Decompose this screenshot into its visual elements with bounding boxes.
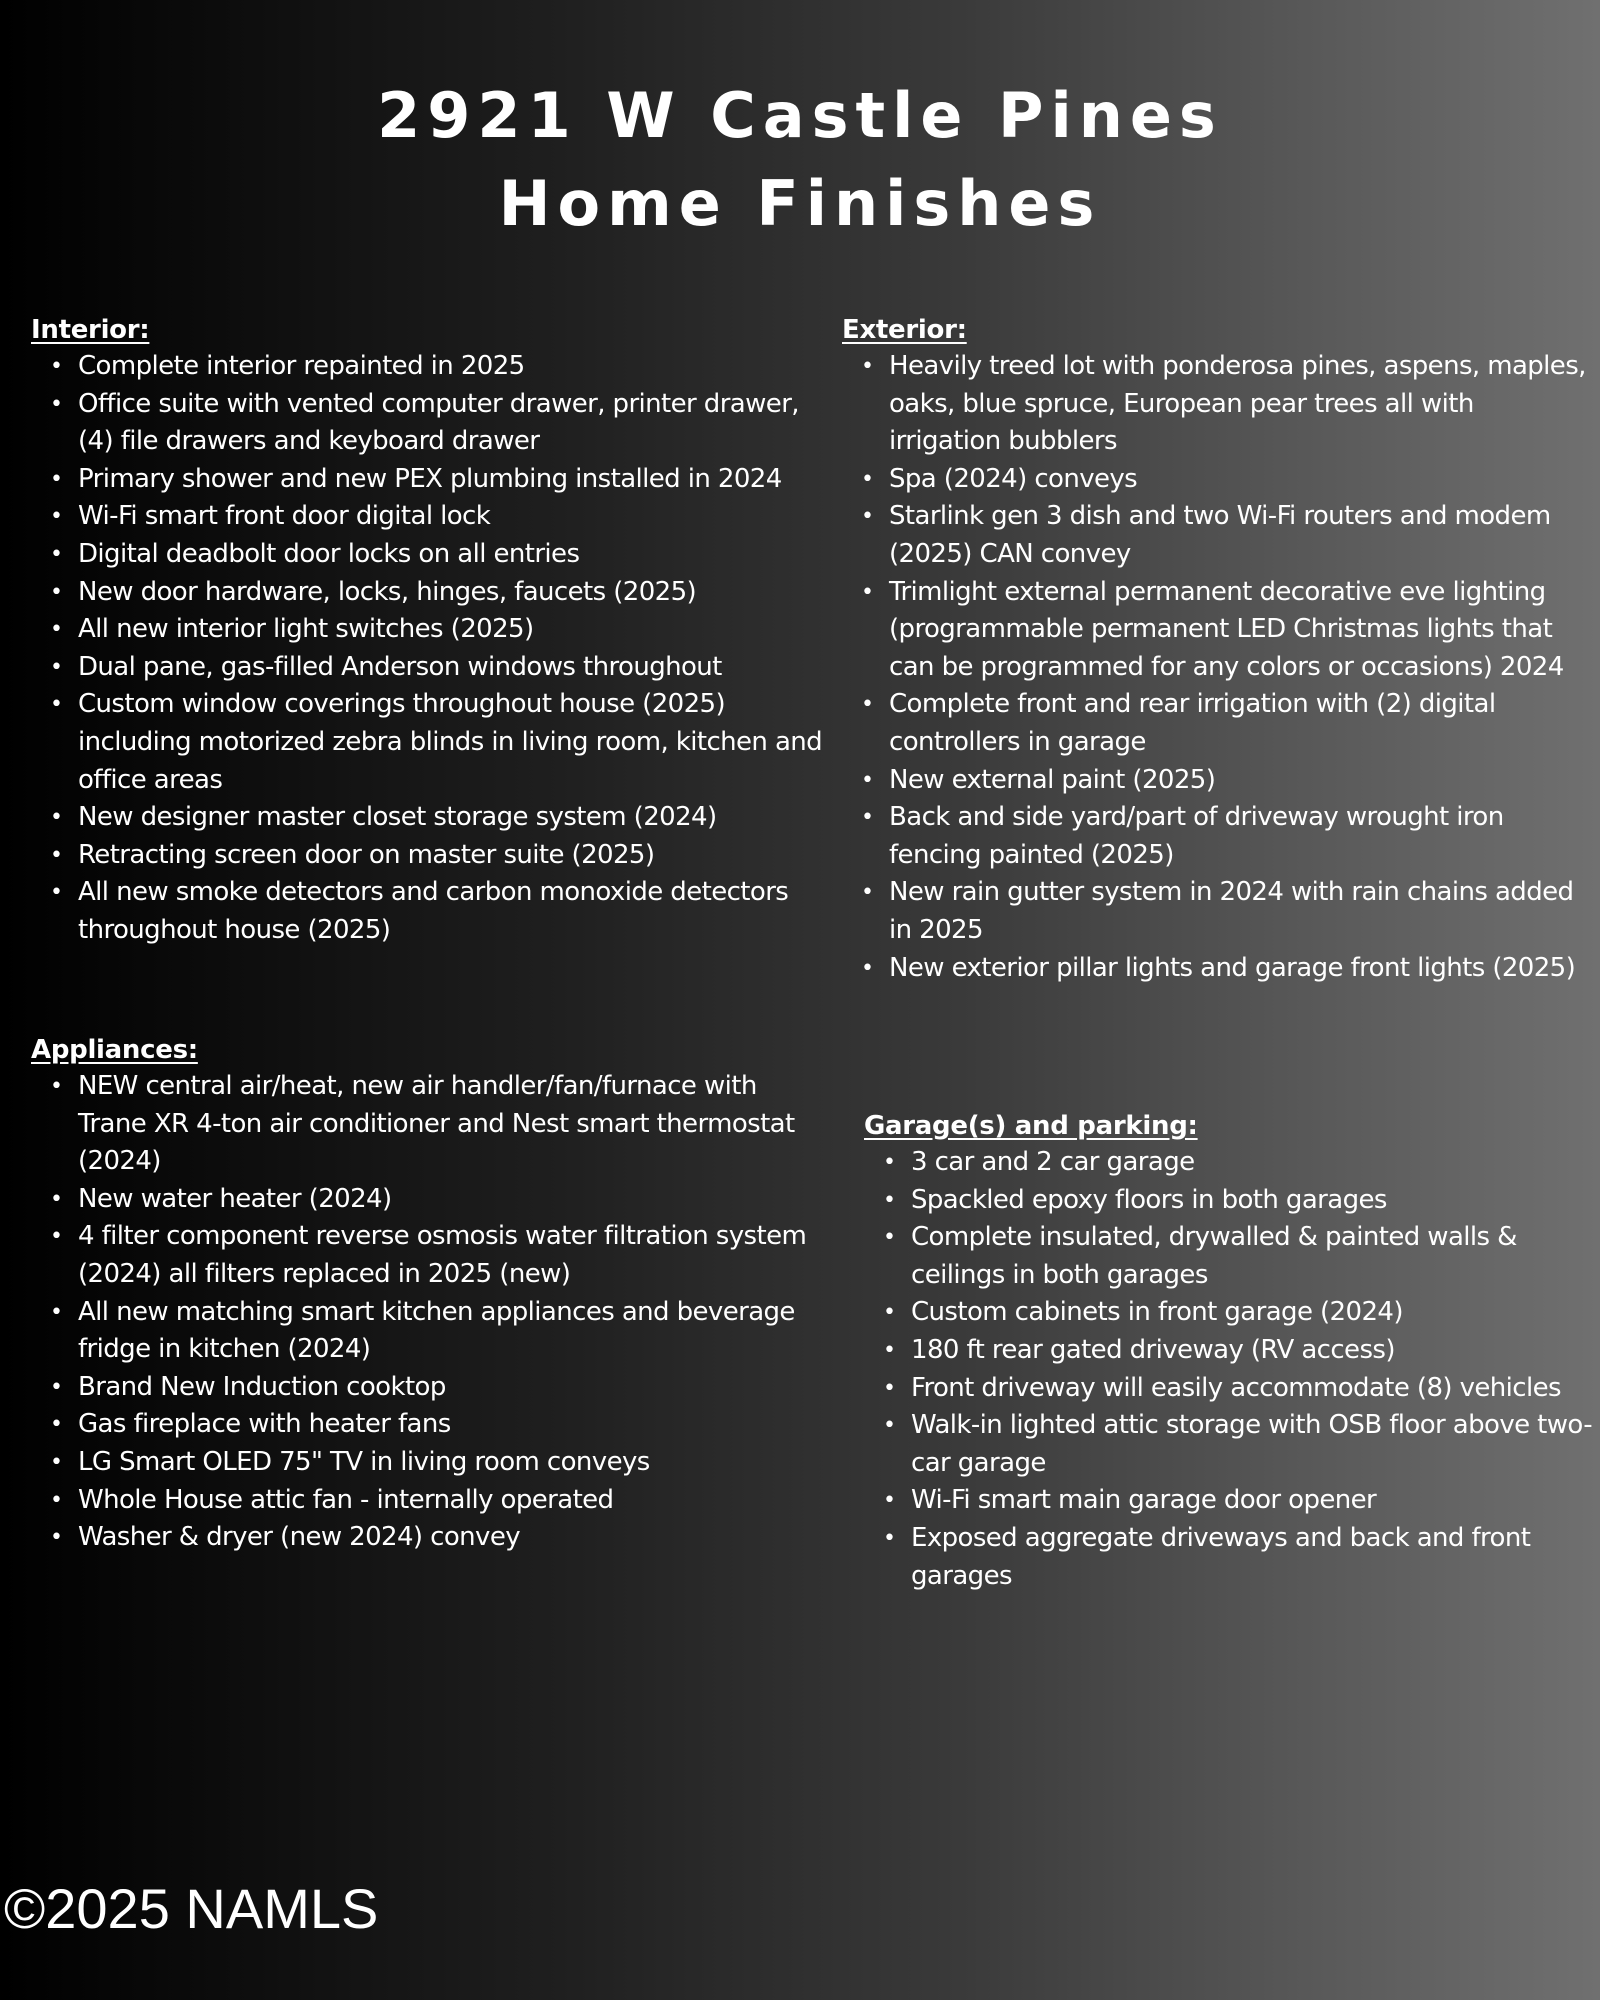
list-item: • All new matching smart kitchen appliances and beverage fridge in kitchen (2024) <box>78 1294 831 1369</box>
list-item: • Heavily treed lot with ponderosa pines, aspens, maples, oaks, blue spruce, European pear trees all with irrigation bubblers <box>889 348 1592 461</box>
list-item: • Dual pane, gas-filled Anderson windows throughout <box>78 649 831 687</box>
list-item: • 3 car and 2 car garage <box>911 1144 1599 1182</box>
list-item: • NEW central air/heat, new air handler/fan/furnace with Trane XR 4-ton air conditioner and Nest smart thermostat (2024) <box>78 1068 831 1181</box>
list-item: • Back and side yard/part of driveway wrought iron fencing painted (2025) <box>889 799 1592 874</box>
list-item: • Wi-Fi smart main garage door opener <box>911 1482 1599 1520</box>
list-item: • All new smoke detectors and carbon monoxide detectors throughout house (2025) <box>78 874 831 949</box>
list-item: • New designer master closet storage system (2024) <box>78 799 831 837</box>
list-item: • Custom window coverings throughout house (2025) including motorized zebra blinds in living room, kitchen and office areas <box>78 686 831 799</box>
copyright-notice: ©2025 NAMLS <box>4 1877 379 1940</box>
garage-section <box>864 1108 1599 1595</box>
exterior-list <box>842 348 1592 987</box>
list-item: • Primary shower and new PEX plumbing installed in 2024 <box>78 461 831 499</box>
list-item: • Complete front and rear irrigation with (2) digital controllers in garage <box>889 686 1592 761</box>
exterior-section <box>842 312 1592 987</box>
list-item: • Washer & dryer (new 2024) convey <box>78 1519 831 1557</box>
appliances-list <box>31 1068 831 1557</box>
list-item: • New rain gutter system in 2024 with rain chains added in 2025 <box>889 874 1592 949</box>
garage-list <box>864 1144 1599 1595</box>
list-item: • LG Smart OLED 75" TV in living room conveys <box>78 1444 831 1482</box>
garage-heading: Garage(s) and parking: <box>864 1111 1198 1141</box>
page-title <box>0 72 1600 248</box>
list-item: • Front driveway will easily accommodate (8) vehicles <box>911 1370 1599 1408</box>
list-item: • 4 filter component reverse osmosis water filtration system (2024) all filters replaced in 2025 (new) <box>78 1218 831 1293</box>
list-item: • Brand New Induction cooktop <box>78 1369 831 1407</box>
list-item: • Complete interior repainted in 2025 <box>78 348 831 386</box>
list-item: • Gas fireplace with heater fans <box>78 1406 831 1444</box>
list-item: • Exposed aggregate driveways and back and front garages <box>911 1520 1599 1595</box>
list-item: • Digital deadbolt door locks on all entries <box>78 536 831 574</box>
interior-heading: Interior: <box>31 315 150 345</box>
list-item: • Complete insulated, drywalled & painted walls & ceilings in both garages <box>911 1219 1599 1294</box>
list-item: • Retracting screen door on master suite (2025) <box>78 837 831 875</box>
list-item: • Wi-Fi smart front door digital lock <box>78 498 831 536</box>
list-item: • Trimlight external permanent decorative eve lighting (programmable permanent LED Christmas lights that can be programmed for any colors or occasions) 2024 <box>889 574 1592 687</box>
list-item: • All new interior light switches (2025) <box>78 611 831 649</box>
exterior-heading: Exterior: <box>842 315 967 345</box>
title-address: 2921 W Castle Pines <box>377 79 1223 152</box>
interior-list <box>31 348 831 950</box>
list-item: • Spa (2024) conveys <box>889 461 1592 499</box>
list-item: • Office suite with vented computer drawer, printer drawer, (4) file drawers and keyboard drawer <box>78 386 831 461</box>
list-item: • New door hardware, locks, hinges, faucets (2025) <box>78 574 831 612</box>
list-item: • New exterior pillar lights and garage front lights (2025) <box>889 950 1592 988</box>
list-item: • Starlink gen 3 dish and two Wi-Fi routers and modem (2025) CAN convey <box>889 498 1592 573</box>
list-item: • 180 ft rear gated driveway (RV access) <box>911 1332 1599 1370</box>
list-item: • New external paint (2025) <box>889 762 1592 800</box>
appliances-section <box>31 1032 831 1557</box>
list-item: • Spackled epoxy floors in both garages <box>911 1182 1599 1220</box>
title-subtitle: Home Finishes <box>498 167 1102 240</box>
interior-section <box>31 312 831 950</box>
list-item: • Walk-in lighted attic storage with OSB floor above two-car garage <box>911 1407 1599 1482</box>
list-item: • New water heater (2024) <box>78 1181 831 1219</box>
list-item: • Whole House attic fan - internally operated <box>78 1482 831 1520</box>
appliances-heading: Appliances: <box>31 1035 198 1065</box>
list-item: • Custom cabinets in front garage (2024) <box>911 1294 1599 1332</box>
